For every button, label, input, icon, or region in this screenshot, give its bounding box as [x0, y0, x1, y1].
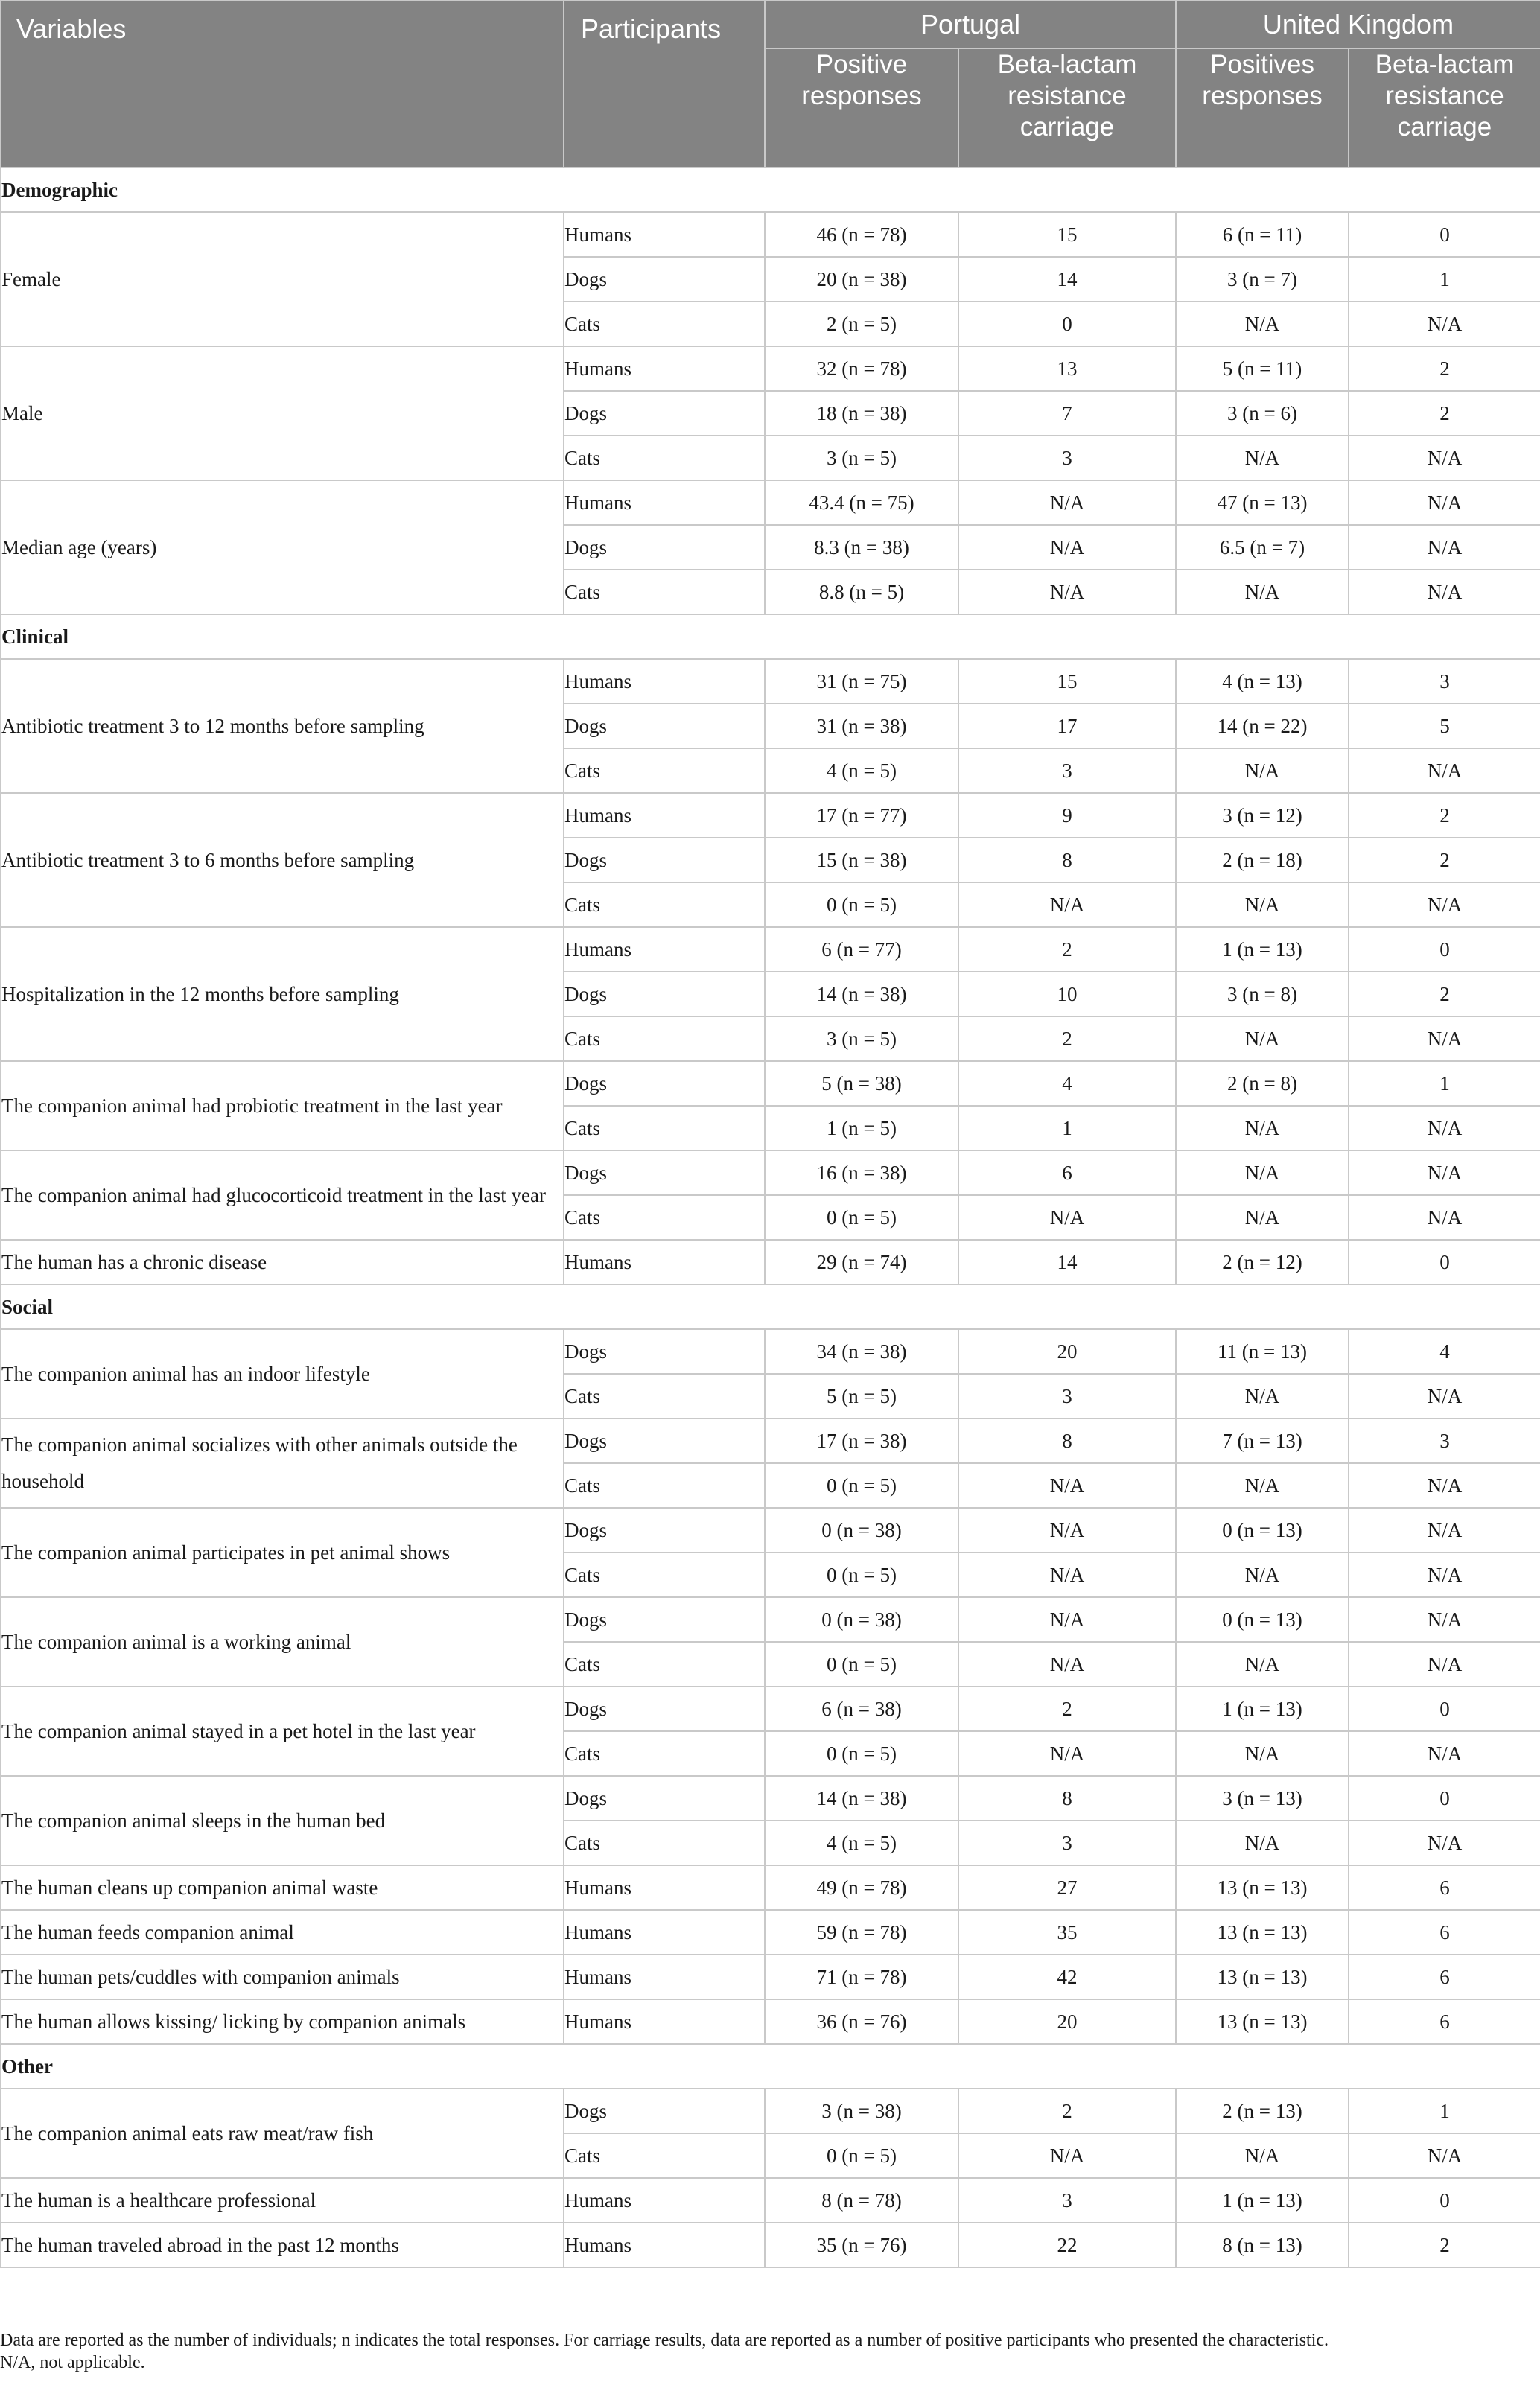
- section-title: Other: [1, 2044, 1540, 2089]
- uk-positive-cell: N/A: [1176, 1821, 1349, 1865]
- pt-positive-cell: 8.3 (n = 38): [765, 525, 958, 570]
- uk-beta-cell: N/A: [1349, 570, 1540, 614]
- table-row: [1, 1597, 1540, 1642]
- table-row: [1, 659, 1540, 704]
- uk-beta-cell: N/A: [1349, 436, 1540, 480]
- variable-cell: Male: [1, 346, 564, 480]
- pt-positive-cell: 15 (n = 38): [765, 838, 958, 882]
- pt-positive-cell: 0 (n = 5): [765, 1195, 958, 1240]
- uk-beta-cell: N/A: [1349, 1821, 1540, 1865]
- uk-beta-cell: 6: [1349, 1910, 1540, 1955]
- uk-positive-cell: N/A: [1176, 1463, 1349, 1508]
- variable-cell: Antibiotic treatment 3 to 12 months before sampling: [1, 659, 564, 793]
- uk-beta-cell: N/A: [1349, 1508, 1540, 1553]
- pt-positive-cell: 0 (n = 5): [765, 882, 958, 927]
- section-row: [1, 614, 1540, 659]
- participant-cell: Cats: [564, 1106, 765, 1150]
- table-row: [1, 1687, 1540, 1731]
- pt-beta-cell: N/A: [958, 1553, 1176, 1597]
- pt-positive-cell: 34 (n = 38): [765, 1329, 958, 1374]
- variable-cell: The human is a healthcare professional: [1, 2178, 564, 2223]
- variable-cell: The human pets/cuddles with companion animals: [1, 1955, 564, 1999]
- variable-cell: The human feeds companion animal: [1, 1910, 564, 1955]
- uk-positive-cell: 7 (n = 13): [1176, 1419, 1349, 1463]
- variable-cell: The companion animal had glucocorticoid treatment in the last year: [1, 1150, 564, 1240]
- uk-positive-cell: 13 (n = 13): [1176, 1955, 1349, 1999]
- table-row: [1, 793, 1540, 838]
- pt-positive-cell: 59 (n = 78): [765, 1910, 958, 1955]
- pt-beta-cell: 2: [958, 927, 1176, 972]
- header-portugal: Portugal: [765, 1, 1176, 48]
- header-variables: Variables: [1, 1, 564, 168]
- variable-cell: Hospitalization in the 12 months before sampling: [1, 927, 564, 1061]
- uk-positive-cell: 5 (n = 11): [1176, 346, 1349, 391]
- participant-cell: Cats: [564, 1374, 765, 1419]
- uk-beta-cell: 2: [1349, 972, 1540, 1016]
- uk-beta-cell: N/A: [1349, 1106, 1540, 1150]
- uk-beta-cell: 4: [1349, 1329, 1540, 1374]
- participant-cell: Dogs: [564, 1687, 765, 1731]
- participant-cell: Cats: [564, 1731, 765, 1776]
- variable-cell: The companion animal has an indoor lifestyle: [1, 1329, 564, 1419]
- pt-positive-cell: 31 (n = 75): [765, 659, 958, 704]
- uk-beta-cell: N/A: [1349, 748, 1540, 793]
- uk-beta-cell: 0: [1349, 1776, 1540, 1821]
- uk-beta-cell: 1: [1349, 2089, 1540, 2133]
- participant-cell: Dogs: [564, 1776, 765, 1821]
- pt-beta-cell: 7: [958, 391, 1176, 436]
- section-row: [1, 2044, 1540, 2089]
- footnote: Data are reported as the number of individuals; n indicates the total responses. For carriage results, data are reported as a number of positive participants who presented the characteristic.: [0, 2331, 1329, 2350]
- uk-positive-cell: 13 (n = 13): [1176, 1910, 1349, 1955]
- table-row: [1, 2223, 1540, 2267]
- pt-beta-cell: 8: [958, 1419, 1176, 1463]
- uk-beta-cell: N/A: [1349, 1195, 1540, 1240]
- pt-beta-cell: 13: [958, 346, 1176, 391]
- participant-cell: Humans: [564, 2178, 765, 2223]
- uk-beta-cell: N/A: [1349, 2133, 1540, 2178]
- variable-cell: The human traveled abroad in the past 12 months: [1, 2223, 564, 2267]
- table-body: [1, 168, 1540, 2267]
- uk-positive-cell: 13 (n = 13): [1176, 1999, 1349, 2044]
- pt-beta-cell: 3: [958, 1374, 1176, 1419]
- participant-cell: Dogs: [564, 2089, 765, 2133]
- participant-cell: Humans: [564, 1240, 765, 1284]
- table-row: [1, 1910, 1540, 1955]
- pt-positive-cell: 35 (n = 76): [765, 2223, 958, 2267]
- uk-positive-cell: 1 (n = 13): [1176, 927, 1349, 972]
- participant-cell: Dogs: [564, 1508, 765, 1553]
- pt-beta-cell: N/A: [958, 1731, 1176, 1776]
- uk-positive-cell: N/A: [1176, 1642, 1349, 1687]
- participant-cell: Dogs: [564, 1150, 765, 1195]
- table-row: [1, 1329, 1540, 1374]
- footnotes: [0, 2329, 1540, 2374]
- pt-positive-cell: 4 (n = 5): [765, 748, 958, 793]
- table-row: [1, 212, 1540, 257]
- uk-beta-cell: 0: [1349, 1240, 1540, 1284]
- participant-cell: Cats: [564, 1463, 765, 1508]
- uk-positive-cell: 1 (n = 13): [1176, 2178, 1349, 2223]
- uk-positive-cell: 2 (n = 13): [1176, 2089, 1349, 2133]
- pt-beta-cell: 8: [958, 838, 1176, 882]
- uk-positive-cell: 6.5 (n = 7): [1176, 525, 1349, 570]
- header-united-kingdom: United Kingdom: [1176, 1, 1540, 48]
- uk-positive-cell: N/A: [1176, 748, 1349, 793]
- pt-beta-cell: 14: [958, 1240, 1176, 1284]
- uk-positive-cell: 2 (n = 8): [1176, 1061, 1349, 1106]
- pt-beta-cell: 3: [958, 748, 1176, 793]
- pt-beta-cell: 14: [958, 257, 1176, 302]
- participant-cell: Cats: [564, 1195, 765, 1240]
- pt-positive-cell: 5 (n = 5): [765, 1374, 958, 1419]
- pt-positive-cell: 0 (n = 5): [765, 1642, 958, 1687]
- pt-positive-cell: 0 (n = 38): [765, 1508, 958, 1553]
- header-pt-beta: Beta-lactam resistance carriage: [958, 48, 1176, 168]
- participant-cell: Humans: [564, 793, 765, 838]
- pt-positive-cell: 14 (n = 38): [765, 1776, 958, 1821]
- pt-beta-cell: N/A: [958, 480, 1176, 525]
- pt-beta-cell: N/A: [958, 525, 1176, 570]
- pt-beta-cell: 1: [958, 1106, 1176, 1150]
- uk-beta-cell: N/A: [1349, 1463, 1540, 1508]
- pt-positive-cell: 0 (n = 5): [765, 1463, 958, 1508]
- table-row: [1, 1955, 1540, 1999]
- uk-beta-cell: N/A: [1349, 1642, 1540, 1687]
- participant-cell: Cats: [564, 2133, 765, 2178]
- table-row: [1, 346, 1540, 391]
- pt-beta-cell: 3: [958, 436, 1176, 480]
- pt-beta-cell: 9: [958, 793, 1176, 838]
- pt-positive-cell: 0 (n = 5): [765, 1553, 958, 1597]
- uk-positive-cell: 6 (n = 11): [1176, 212, 1349, 257]
- uk-beta-cell: N/A: [1349, 1597, 1540, 1642]
- uk-beta-cell: N/A: [1349, 1374, 1540, 1419]
- pt-beta-cell: N/A: [958, 1195, 1176, 1240]
- uk-positive-cell: 1 (n = 13): [1176, 1687, 1349, 1731]
- uk-beta-cell: N/A: [1349, 302, 1540, 346]
- uk-positive-cell: 4 (n = 13): [1176, 659, 1349, 704]
- pt-positive-cell: 17 (n = 77): [765, 793, 958, 838]
- pt-beta-cell: N/A: [958, 1508, 1176, 1553]
- pt-beta-cell: 20: [958, 1329, 1176, 1374]
- section-title: Social: [1, 1284, 1540, 1329]
- pt-beta-cell: N/A: [958, 1642, 1176, 1687]
- pt-positive-cell: 0 (n = 5): [765, 2133, 958, 2178]
- pt-positive-cell: 43.4 (n = 75): [765, 480, 958, 525]
- uk-positive-cell: N/A: [1176, 1195, 1349, 1240]
- uk-positive-cell: N/A: [1176, 436, 1349, 480]
- uk-positive-cell: N/A: [1176, 570, 1349, 614]
- uk-beta-cell: N/A: [1349, 1150, 1540, 1195]
- uk-beta-cell: 6: [1349, 1955, 1540, 1999]
- uk-positive-cell: N/A: [1176, 1374, 1349, 1419]
- uk-beta-cell: N/A: [1349, 1731, 1540, 1776]
- participant-cell: Humans: [564, 1955, 765, 1999]
- table-row: [1, 1150, 1540, 1195]
- pt-beta-cell: 2: [958, 1016, 1176, 1061]
- participant-cell: Dogs: [564, 391, 765, 436]
- header-pt-positive: Positive responses: [765, 48, 958, 168]
- pt-beta-cell: 15: [958, 659, 1176, 704]
- pt-positive-cell: 20 (n = 38): [765, 257, 958, 302]
- uk-beta-cell: 6: [1349, 1865, 1540, 1910]
- uk-beta-cell: 1: [1349, 257, 1540, 302]
- participant-cell: Cats: [564, 570, 765, 614]
- uk-beta-cell: 0: [1349, 1687, 1540, 1731]
- variable-cell: The companion animal is a working animal: [1, 1597, 564, 1687]
- pt-beta-cell: 3: [958, 2178, 1176, 2223]
- pt-positive-cell: 16 (n = 38): [765, 1150, 958, 1195]
- uk-beta-cell: N/A: [1349, 1553, 1540, 1597]
- pt-positive-cell: 2 (n = 5): [765, 302, 958, 346]
- pt-beta-cell: 27: [958, 1865, 1176, 1910]
- uk-positive-cell: 0 (n = 13): [1176, 1508, 1349, 1553]
- participant-cell: Dogs: [564, 704, 765, 748]
- variable-cell: The companion animal sleeps in the human bed: [1, 1776, 564, 1865]
- pt-positive-cell: 29 (n = 74): [765, 1240, 958, 1284]
- uk-positive-cell: 3 (n = 8): [1176, 972, 1349, 1016]
- uk-beta-cell: 0: [1349, 2178, 1540, 2223]
- uk-positive-cell: N/A: [1176, 1150, 1349, 1195]
- uk-positive-cell: N/A: [1176, 1731, 1349, 1776]
- pt-positive-cell: 8 (n = 78): [765, 2178, 958, 2223]
- section-row: [1, 168, 1540, 212]
- participant-cell: Humans: [564, 927, 765, 972]
- pt-positive-cell: 18 (n = 38): [765, 391, 958, 436]
- pt-beta-cell: N/A: [958, 882, 1176, 927]
- participant-cell: Cats: [564, 1553, 765, 1597]
- participant-cell: Dogs: [564, 1419, 765, 1463]
- header-uk-positive: Positives responses: [1176, 48, 1349, 168]
- pt-positive-cell: 36 (n = 76): [765, 1999, 958, 2044]
- uk-positive-cell: 2 (n = 18): [1176, 838, 1349, 882]
- uk-beta-cell: 0: [1349, 927, 1540, 972]
- uk-positive-cell: N/A: [1176, 1016, 1349, 1061]
- participant-cell: Dogs: [564, 838, 765, 882]
- uk-positive-cell: N/A: [1176, 1106, 1349, 1150]
- uk-positive-cell: 0 (n = 13): [1176, 1597, 1349, 1642]
- uk-positive-cell: N/A: [1176, 2133, 1349, 2178]
- pt-positive-cell: 49 (n = 78): [765, 1865, 958, 1910]
- pt-beta-cell: 4: [958, 1061, 1176, 1106]
- uk-beta-cell: N/A: [1349, 525, 1540, 570]
- pt-beta-cell: 22: [958, 2223, 1176, 2267]
- participant-cell: Cats: [564, 882, 765, 927]
- uk-positive-cell: 13 (n = 13): [1176, 1865, 1349, 1910]
- header-uk-beta: Beta-lactam resistance carriage: [1349, 48, 1540, 168]
- uk-positive-cell: 3 (n = 13): [1176, 1776, 1349, 1821]
- pt-beta-cell: 0: [958, 302, 1176, 346]
- pt-positive-cell: 3 (n = 5): [765, 436, 958, 480]
- table-row: [1, 2089, 1540, 2133]
- pt-positive-cell: 71 (n = 78): [765, 1955, 958, 1999]
- pt-positive-cell: 1 (n = 5): [765, 1106, 958, 1150]
- table-row: [1, 1419, 1540, 1463]
- variable-cell: The companion animal stayed in a pet hotel in the last year: [1, 1687, 564, 1776]
- pt-positive-cell: 32 (n = 78): [765, 346, 958, 391]
- table-row: [1, 1865, 1540, 1910]
- variable-cell: The human has a chronic disease: [1, 1240, 564, 1284]
- participant-cell: Cats: [564, 436, 765, 480]
- pt-beta-cell: N/A: [958, 1597, 1176, 1642]
- pt-beta-cell: 20: [958, 1999, 1176, 2044]
- uk-positive-cell: 14 (n = 22): [1176, 704, 1349, 748]
- table-row: [1, 1061, 1540, 1106]
- header-row-1: [1, 1, 1540, 48]
- participant-cell: Dogs: [564, 972, 765, 1016]
- uk-beta-cell: N/A: [1349, 1016, 1540, 1061]
- uk-positive-cell: 3 (n = 6): [1176, 391, 1349, 436]
- footnote: N/A, not applicable.: [0, 2353, 145, 2372]
- uk-positive-cell: N/A: [1176, 1553, 1349, 1597]
- participant-cell: Cats: [564, 1821, 765, 1865]
- header-participants: Participants: [564, 1, 765, 168]
- table-row: [1, 1999, 1540, 2044]
- pt-positive-cell: 4 (n = 5): [765, 1821, 958, 1865]
- pt-positive-cell: 6 (n = 38): [765, 1687, 958, 1731]
- uk-beta-cell: 1: [1349, 1061, 1540, 1106]
- uk-beta-cell: 2: [1349, 793, 1540, 838]
- pt-positive-cell: 3 (n = 38): [765, 2089, 958, 2133]
- pt-positive-cell: 14 (n = 38): [765, 972, 958, 1016]
- variable-cell: Median age (years): [1, 480, 564, 614]
- pt-beta-cell: 42: [958, 1955, 1176, 1999]
- uk-beta-cell: 3: [1349, 1419, 1540, 1463]
- uk-positive-cell: 47 (n = 13): [1176, 480, 1349, 525]
- pt-beta-cell: 2: [958, 1687, 1176, 1731]
- pt-positive-cell: 5 (n = 38): [765, 1061, 958, 1106]
- uk-positive-cell: 3 (n = 12): [1176, 793, 1349, 838]
- participant-cell: Dogs: [564, 525, 765, 570]
- pt-beta-cell: N/A: [958, 2133, 1176, 2178]
- participant-cell: Humans: [564, 2223, 765, 2267]
- uk-beta-cell: 2: [1349, 838, 1540, 882]
- pt-positive-cell: 46 (n = 78): [765, 212, 958, 257]
- uk-beta-cell: 2: [1349, 346, 1540, 391]
- participant-cell: Humans: [564, 659, 765, 704]
- uk-beta-cell: 2: [1349, 2223, 1540, 2267]
- uk-beta-cell: N/A: [1349, 480, 1540, 525]
- pt-beta-cell: 6: [958, 1150, 1176, 1195]
- participant-cell: Humans: [564, 1910, 765, 1955]
- variable-cell: The human allows kissing/ licking by companion animals: [1, 1999, 564, 2044]
- section-title: Demographic: [1, 168, 1540, 212]
- participant-cell: Dogs: [564, 257, 765, 302]
- uk-beta-cell: 5: [1349, 704, 1540, 748]
- uk-beta-cell: 6: [1349, 1999, 1540, 2044]
- uk-beta-cell: 0: [1349, 212, 1540, 257]
- uk-positive-cell: 2 (n = 12): [1176, 1240, 1349, 1284]
- uk-positive-cell: 8 (n = 13): [1176, 2223, 1349, 2267]
- section-title: Clinical: [1, 614, 1540, 659]
- table-row: [1, 1240, 1540, 1284]
- variable-cell: The human cleans up companion animal waste: [1, 1865, 564, 1910]
- pt-beta-cell: 17: [958, 704, 1176, 748]
- participant-cell: Dogs: [564, 1061, 765, 1106]
- pt-beta-cell: 35: [958, 1910, 1176, 1955]
- uk-beta-cell: 3: [1349, 659, 1540, 704]
- participant-cell: Dogs: [564, 1597, 765, 1642]
- table-row: [1, 480, 1540, 525]
- variable-cell: The companion animal participates in pet animal shows: [1, 1508, 564, 1597]
- variable-cell: Female: [1, 212, 564, 346]
- pt-beta-cell: 15: [958, 212, 1176, 257]
- participant-cell: Cats: [564, 748, 765, 793]
- pt-beta-cell: 3: [958, 1821, 1176, 1865]
- pt-positive-cell: 17 (n = 38): [765, 1419, 958, 1463]
- table-row: [1, 2178, 1540, 2223]
- participant-cell: Dogs: [564, 1329, 765, 1374]
- variable-cell: The companion animal socializes with other animals outside the household: [1, 1419, 564, 1508]
- pt-positive-cell: 6 (n = 77): [765, 927, 958, 972]
- variable-cell: Antibiotic treatment 3 to 6 months before sampling: [1, 793, 564, 927]
- pt-positive-cell: 3 (n = 5): [765, 1016, 958, 1061]
- uk-beta-cell: N/A: [1349, 882, 1540, 927]
- pt-positive-cell: 0 (n = 38): [765, 1597, 958, 1642]
- participant-cell: Humans: [564, 1999, 765, 2044]
- variable-cell: The companion animal had probiotic treatment in the last year: [1, 1061, 564, 1150]
- participant-cell: Humans: [564, 1865, 765, 1910]
- pt-positive-cell: 31 (n = 38): [765, 704, 958, 748]
- participant-cell: Cats: [564, 302, 765, 346]
- participant-cell: Humans: [564, 346, 765, 391]
- table-row: [1, 927, 1540, 972]
- section-row: [1, 1284, 1540, 1329]
- table-row: [1, 1508, 1540, 1553]
- participant-cell: Humans: [564, 480, 765, 525]
- pt-positive-cell: 0 (n = 5): [765, 1731, 958, 1776]
- uk-positive-cell: 3 (n = 7): [1176, 257, 1349, 302]
- pt-beta-cell: N/A: [958, 570, 1176, 614]
- participant-cell: Cats: [564, 1016, 765, 1061]
- uk-positive-cell: 11 (n = 13): [1176, 1329, 1349, 1374]
- uk-beta-cell: 2: [1349, 391, 1540, 436]
- uk-positive-cell: N/A: [1176, 302, 1349, 346]
- uk-positive-cell: N/A: [1176, 882, 1349, 927]
- participant-cell: Cats: [564, 1642, 765, 1687]
- pt-beta-cell: 10: [958, 972, 1176, 1016]
- pt-beta-cell: 8: [958, 1776, 1176, 1821]
- pt-beta-cell: 2: [958, 2089, 1176, 2133]
- pt-positive-cell: 8.8 (n = 5): [765, 570, 958, 614]
- participant-cell: Humans: [564, 212, 765, 257]
- table-row: [1, 1776, 1540, 1821]
- variable-cell: The companion animal eats raw meat/raw fish: [1, 2089, 564, 2178]
- pt-beta-cell: N/A: [958, 1463, 1176, 1508]
